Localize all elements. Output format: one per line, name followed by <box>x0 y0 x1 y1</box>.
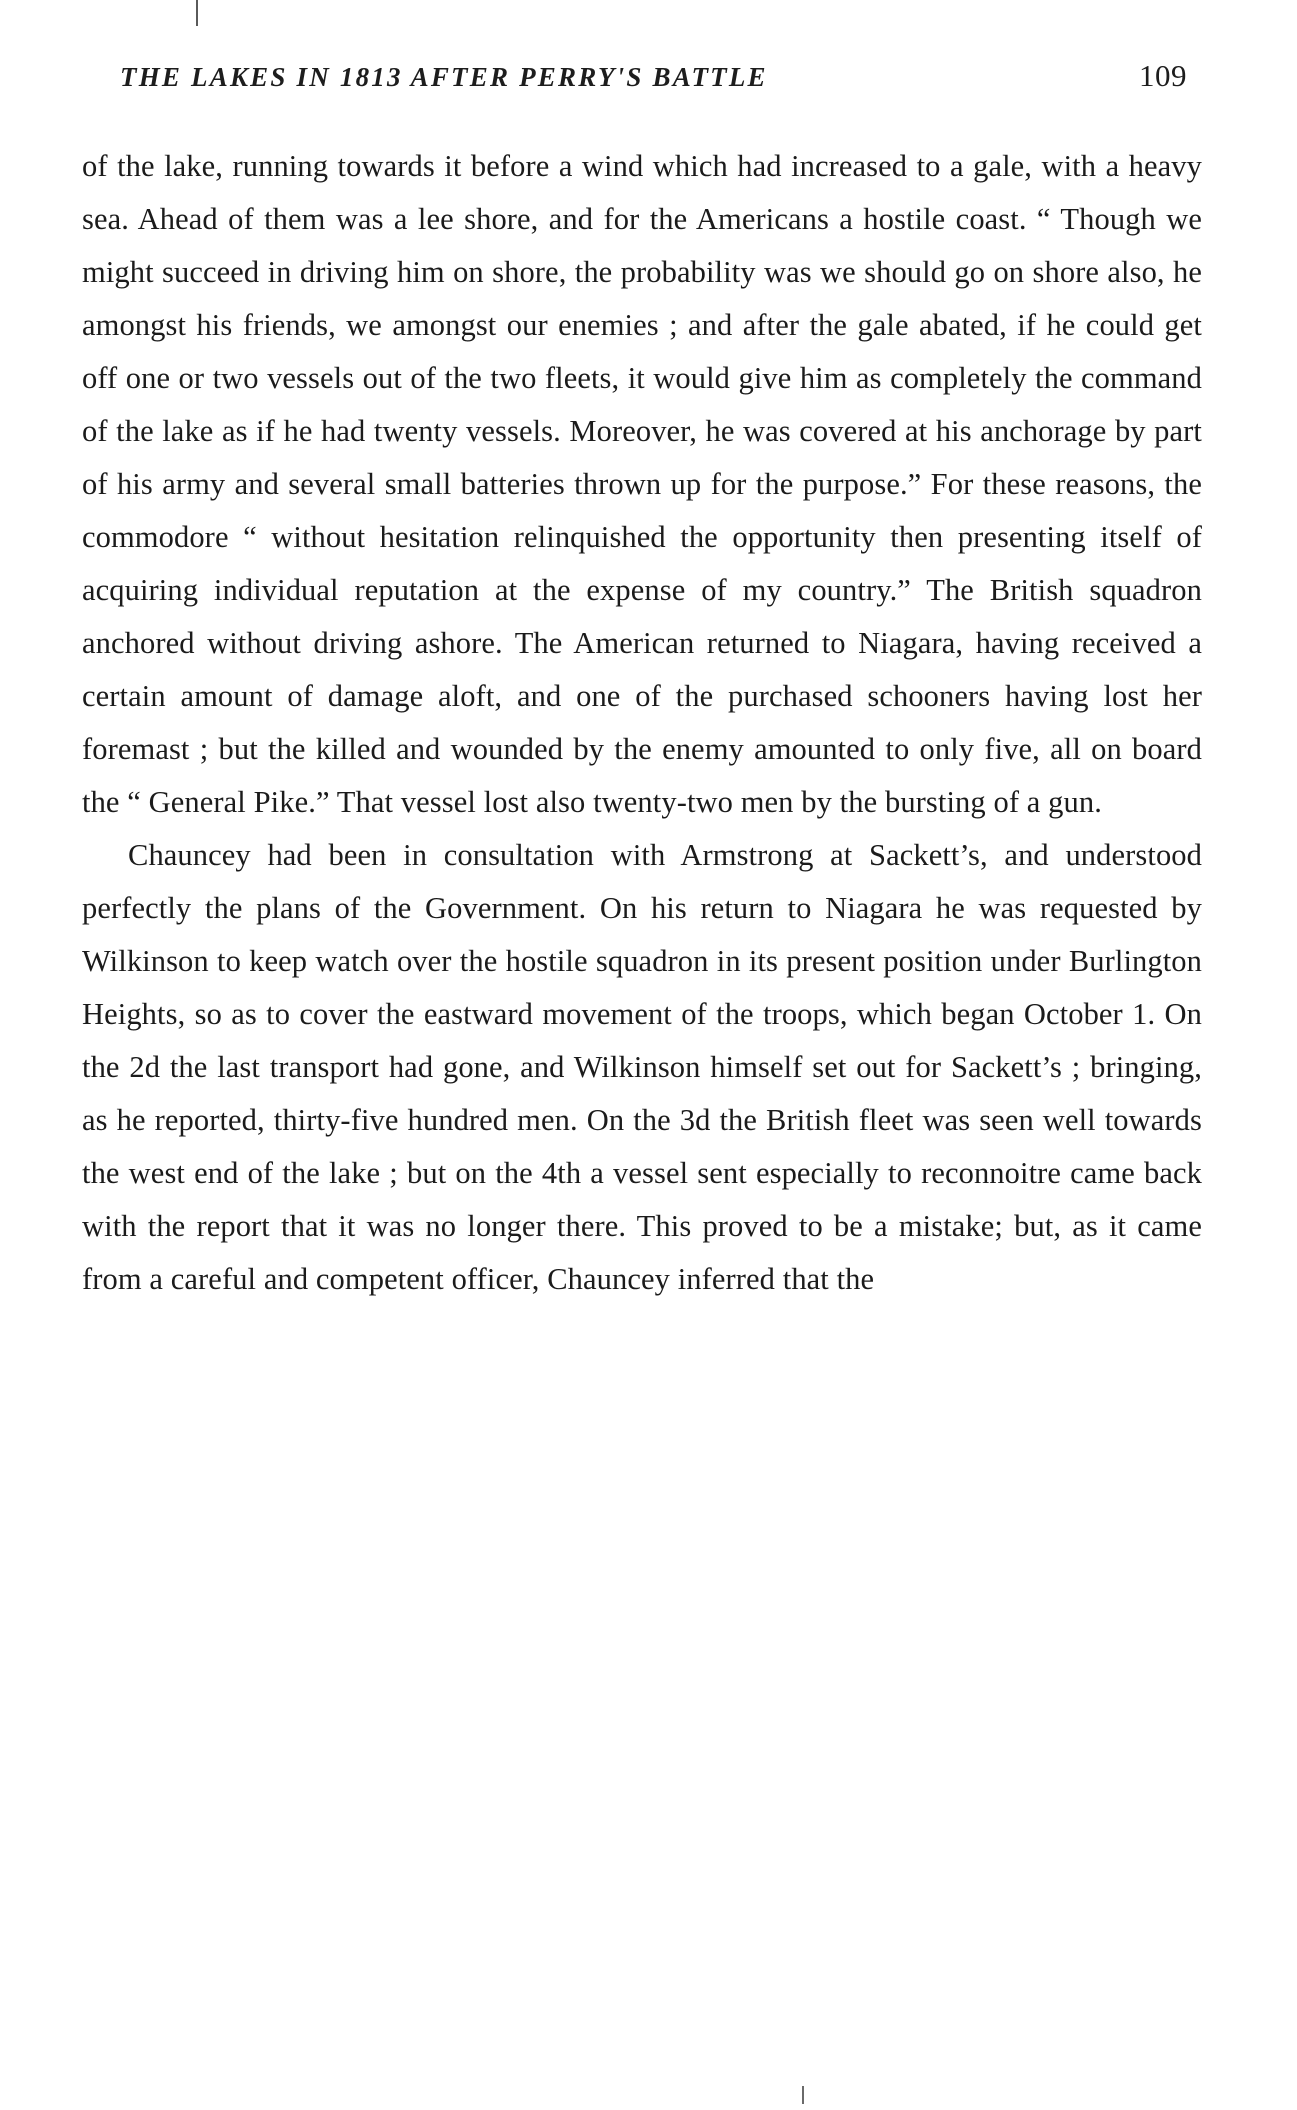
paragraph: of the lake, running towards it before a wind which had increased to a gale, with a heavy sea. Ahead of them was a lee shore, and for the Americans a hostile coast. “ Though we might succeed in driving him on shore, the probability was we should go on shore also, he amongst his friends, we amongst our enemies ; and after the gale abated, if he could get off one or two vessels out of the two fleets, it would give him as completely the command of the lake as if he had twenty vessels. Moreover, he was covered at his anchorage by part of his army and several small batteries thrown up for the purpose.” For these reasons, the commodore “ without hesitation relinquished the opportunity then presenting itself of acquiring individual reputation at the expense of my country.” The British squadron anchored without driving ashore. The American returned to Niagara, having received a certain amount of damage aloft, and one of the purchased schooners having lost her foremast ; but the killed and wounded by the enemy amounted to only five, all on board the “ General Pike.” That vessel lost also twenty-two men by the bursting of a gun. <box>82 149 1202 819</box>
body-text <box>82 140 1202 1306</box>
bottom-registration-mark <box>802 2086 804 2104</box>
paragraph: Chauncey had been in consultation with Armstrong at Sackett’s, and understood perfectly the plans of the Government. On his return to Niagara he was requested by Wilkinson to keep watch over the hostile squadron in its present position under Burlington Heights, so as to cover the eastward movement of the troops, which began October 1. On the 2d the last transport had gone, and Wilkinson himself set out for Sackett’s ; bringing, as he reported, thirty-five hundred men. On the 3d the British fleet was seen well towards the west end of the lake ; but on the 4th a vessel sent especially to reconnoitre came back with the report that it was no longer there. This proved to be a mistake; but, as it came from a careful and competent officer, Chauncey inferred that the <box>82 838 1202 1296</box>
running-head-title: THE LAKES IN 1813 AFTER PERRY'S BATTLE <box>120 62 768 92</box>
page-number: 109 <box>1139 58 1187 93</box>
top-registration-mark <box>196 0 198 26</box>
running-head <box>120 58 1187 94</box>
